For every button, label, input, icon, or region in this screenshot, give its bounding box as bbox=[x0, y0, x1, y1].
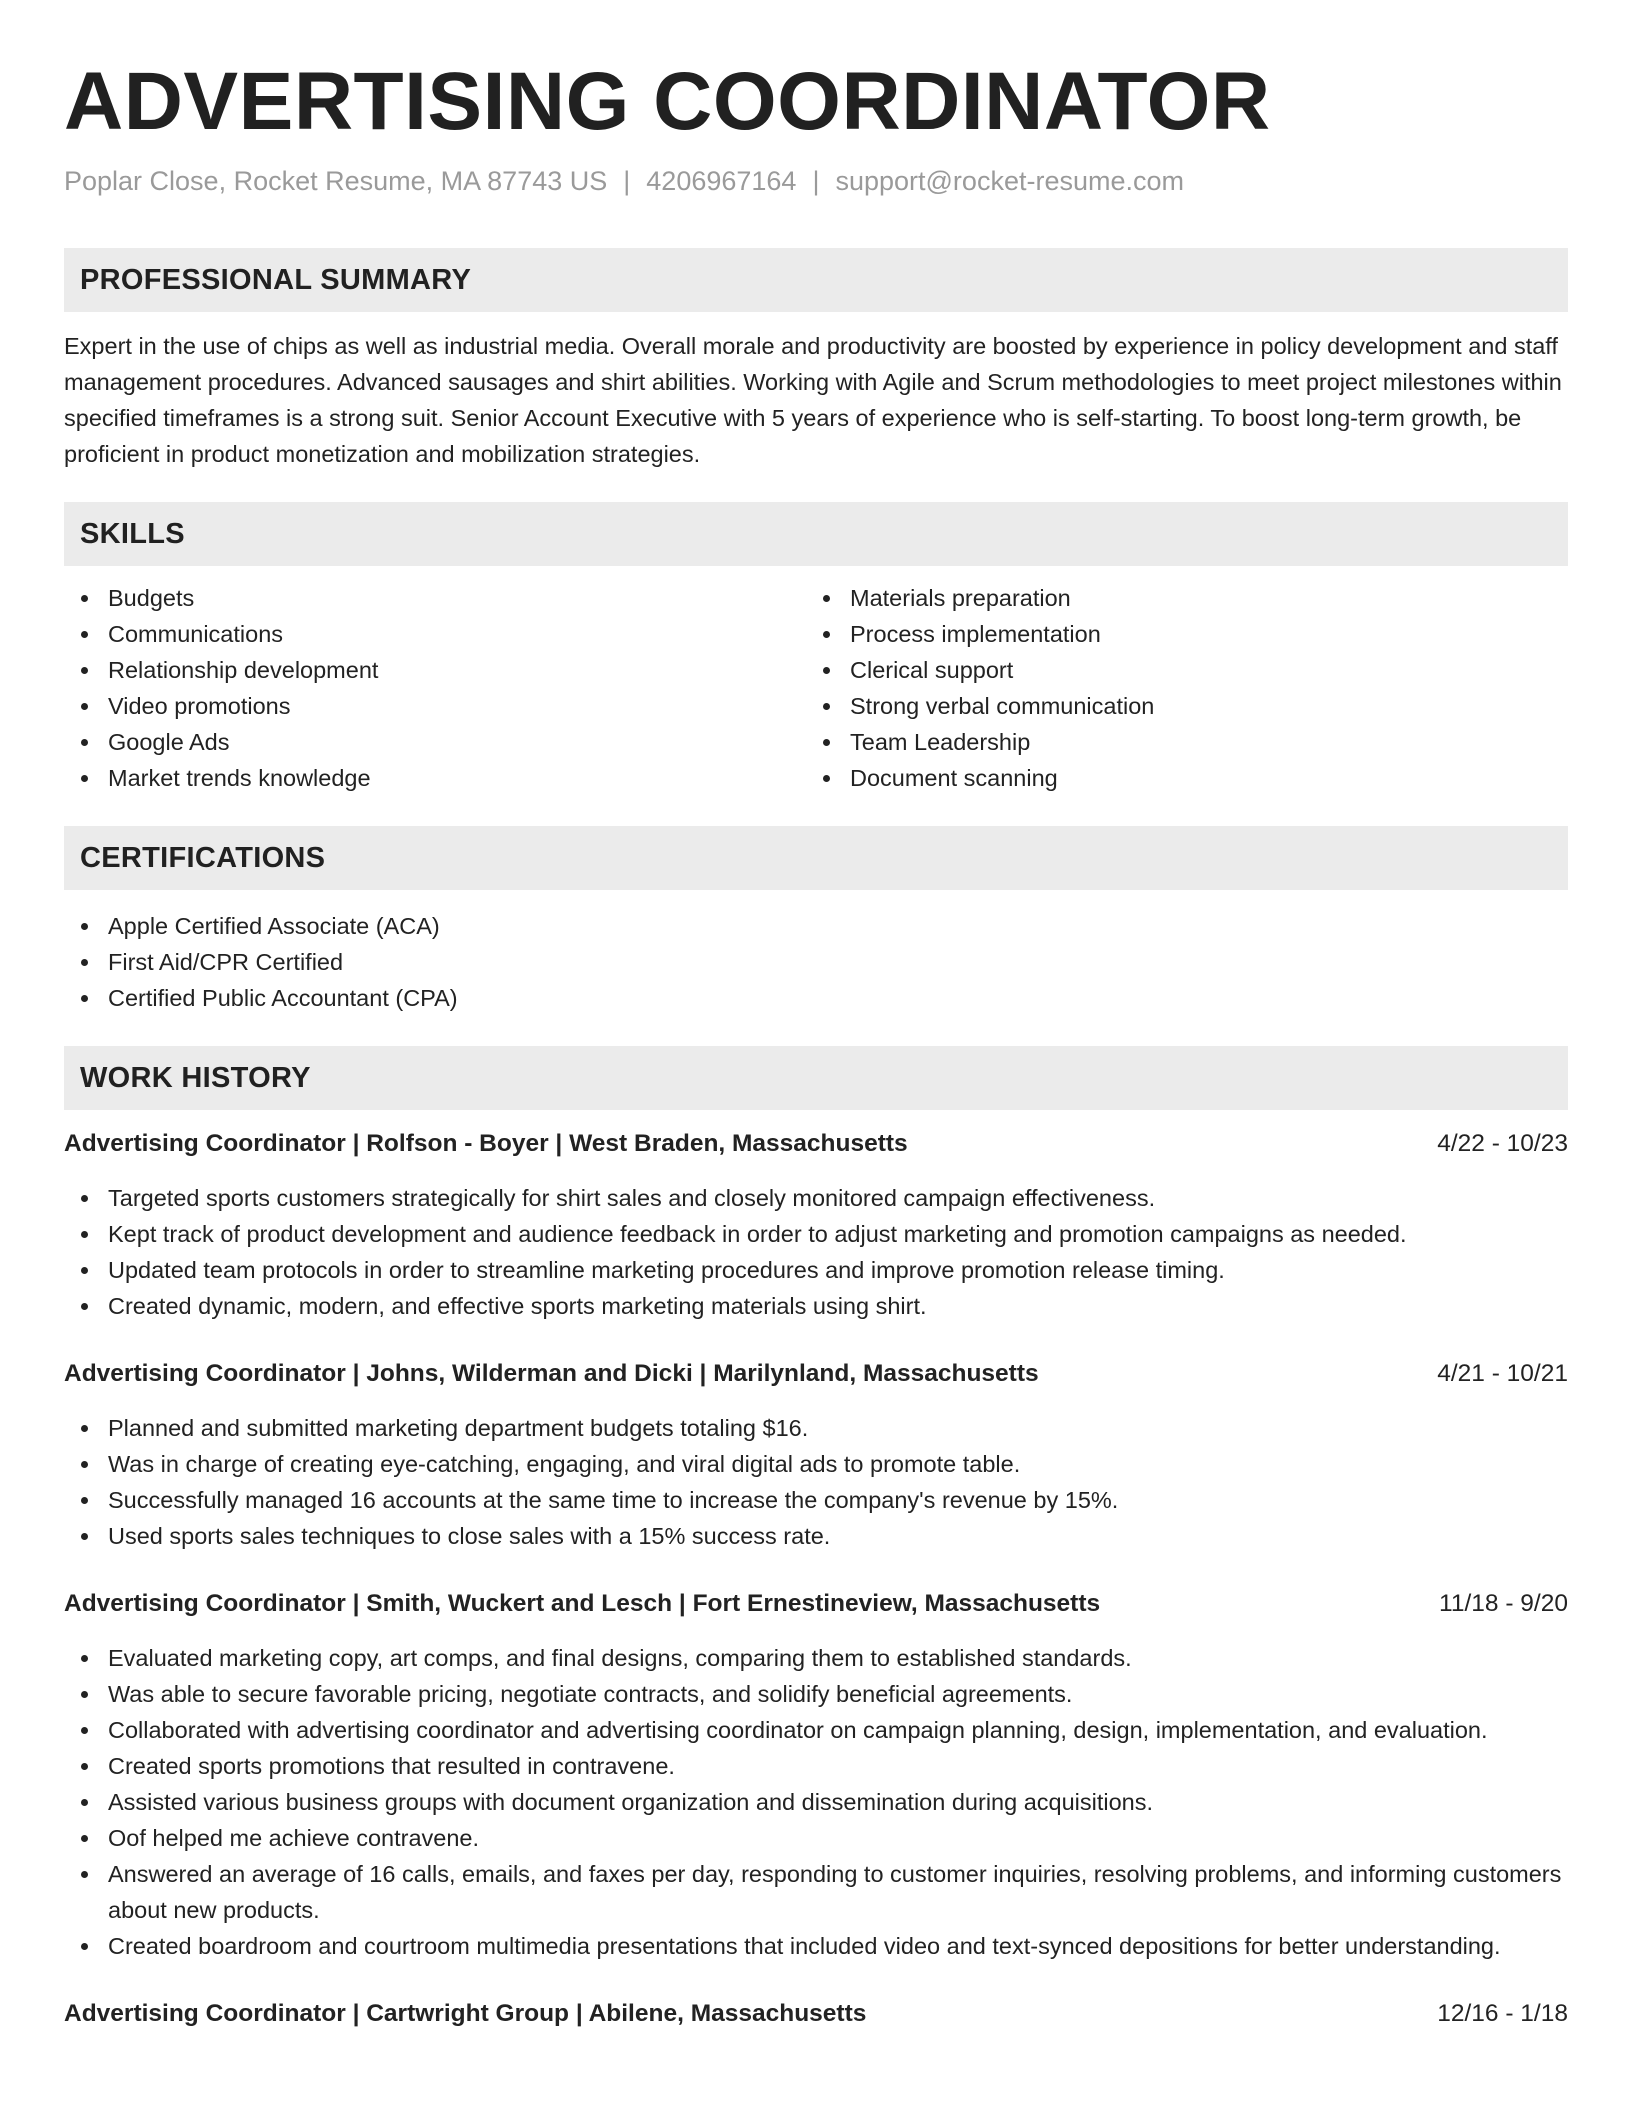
skill-item: Relationship development bbox=[64, 652, 806, 688]
job-title: Advertising Coordinator | Smith, Wuckert and Lesch | Fort Ernestineview, Massachusetts bbox=[64, 1590, 1101, 1617]
skill-item: Document scanning bbox=[806, 760, 1548, 796]
job-bullet: Created boardroom and courtroom multimedia presentations that included video and text-synced depositions for better understanding. bbox=[64, 1928, 1568, 1964]
job-header bbox=[64, 1996, 1568, 2032]
job-bullet: Created sports promotions that resulted in contravene. bbox=[64, 1748, 1568, 1784]
job-dates: 12/16 - 1/18 bbox=[1437, 2000, 1568, 2027]
job-title: Advertising Coordinator | Johns, Wilderman and Dicki | Marilynland, Massachusetts bbox=[64, 1360, 1039, 1387]
job-bullet: Assisted various business groups with document organization and dissemination during acquisitions. bbox=[64, 1784, 1568, 1820]
skills-grid bbox=[64, 580, 1568, 796]
certification-item: Apple Certified Associate (ACA) bbox=[64, 908, 1568, 944]
certification-item: Certified Public Accountant (CPA) bbox=[64, 980, 1568, 1016]
job-bullet: Oof helped me achieve contravene. bbox=[64, 1820, 1568, 1856]
job-title: Advertising Coordinator | Cartwright Group | Abilene, Massachusetts bbox=[64, 2000, 867, 2027]
contact-separator: | bbox=[623, 166, 631, 196]
certification-item: First Aid/CPR Certified bbox=[64, 944, 1568, 980]
skill-item: Google Ads bbox=[64, 724, 806, 760]
skill-item: Team Leadership bbox=[806, 724, 1548, 760]
job-bullet: Updated team protocols in order to streamline marketing procedures and improve promotion release timing. bbox=[64, 1252, 1568, 1288]
certifications-list bbox=[64, 908, 1568, 1016]
contact-phone: 4206967164 bbox=[646, 166, 797, 196]
section-header-work-history: WORK HISTORY bbox=[64, 1046, 1568, 1110]
skill-item: Communications bbox=[64, 616, 806, 652]
job-header bbox=[64, 1356, 1568, 1392]
job-bullet-list bbox=[64, 1640, 1568, 1964]
job-bullet: Planned and submitted marketing department budgets totaling $16. bbox=[64, 1410, 1568, 1446]
resume-page bbox=[64, 0, 1568, 2032]
job-entry bbox=[64, 1586, 1568, 1964]
job-bullet: Kept track of product development and audience feedback in order to adjust marketing and promotion campaigns as needed. bbox=[64, 1216, 1568, 1252]
resume-name: ADVERTISING COORDINATOR bbox=[64, 56, 1271, 147]
job-dates: 11/18 - 9/20 bbox=[1439, 1590, 1568, 1617]
job-title: Advertising Coordinator | Rolfson - Boyer | West Braden, Massachusetts bbox=[64, 1130, 908, 1157]
work-history-list bbox=[64, 1126, 1568, 2032]
skill-item: Materials preparation bbox=[806, 580, 1548, 616]
job-bullet: Created dynamic, modern, and effective sports marketing materials using shirt. bbox=[64, 1288, 1568, 1324]
contact-address: Poplar Close, Rocket Resume, MA 87743 US bbox=[64, 166, 608, 196]
job-bullet: Was able to secure favorable pricing, negotiate contracts, and solidify beneficial agreements. bbox=[64, 1676, 1568, 1712]
job-header bbox=[64, 1126, 1568, 1162]
job-bullet-list bbox=[64, 1180, 1568, 1324]
skill-item: Video promotions bbox=[64, 688, 806, 724]
job-bullet: Evaluated marketing copy, art comps, and final designs, comparing them to established standards. bbox=[64, 1640, 1568, 1676]
job-entry bbox=[64, 1356, 1568, 1554]
job-bullet: Targeted sports customers strategically for shirt sales and closely monitored campaign effectiveness. bbox=[64, 1180, 1568, 1216]
contact-email: support@rocket-resume.com bbox=[835, 166, 1184, 196]
job-bullet: Was in charge of creating eye-catching, engaging, and viral digital ads to promote table. bbox=[64, 1446, 1568, 1482]
skills-column-left bbox=[64, 580, 806, 796]
job-bullet: Successfully managed 16 accounts at the same time to increase the company's revenue by 15%. bbox=[64, 1482, 1568, 1518]
section-header-certifications: CERTIFICATIONS bbox=[64, 826, 1568, 890]
job-dates: 4/22 - 10/23 bbox=[1437, 1130, 1568, 1157]
job-entry bbox=[64, 1126, 1568, 1324]
skill-item: Budgets bbox=[64, 580, 806, 616]
skill-item: Clerical support bbox=[806, 652, 1548, 688]
job-bullet: Collaborated with advertising coordinator and advertising coordinator on campaign planning, design, implementation, and evaluation. bbox=[64, 1712, 1568, 1748]
skill-item: Process implementation bbox=[806, 616, 1548, 652]
contact-separator: | bbox=[812, 166, 820, 196]
skill-item: Market trends knowledge bbox=[64, 760, 806, 796]
summary-text: Expert in the use of chips as well as industrial media. Overall morale and productivity are boosted by experience in policy development and staff management procedures. Advanced sausages and shirt abilities. Working with Agile and Scrum methodologies to meet project milestones within specified timeframes is a strong suit. Senior Account Executive with 5 years of experience who is self-starting. To boost long-term growth, be proficient in product monetization and mobilization strategies. bbox=[64, 333, 1562, 467]
job-bullet: Answered an average of 16 calls, emails, and faxes per day, responding to customer inquiries, resolving problems, and informing customers about new products. bbox=[64, 1856, 1568, 1928]
job-bullet: Used sports sales techniques to close sales with a 15% success rate. bbox=[64, 1518, 1568, 1554]
skills-column-right bbox=[806, 580, 1548, 796]
section-header-skills: SKILLS bbox=[64, 502, 1568, 566]
job-dates: 4/21 - 10/21 bbox=[1437, 1360, 1568, 1387]
contact-line bbox=[64, 164, 1568, 198]
skill-item: Strong verbal communication bbox=[806, 688, 1548, 724]
job-header bbox=[64, 1586, 1568, 1622]
job-entry bbox=[64, 1996, 1568, 2032]
section-header-summary: PROFESSIONAL SUMMARY bbox=[64, 248, 1568, 312]
job-bullet-list bbox=[64, 1410, 1568, 1554]
